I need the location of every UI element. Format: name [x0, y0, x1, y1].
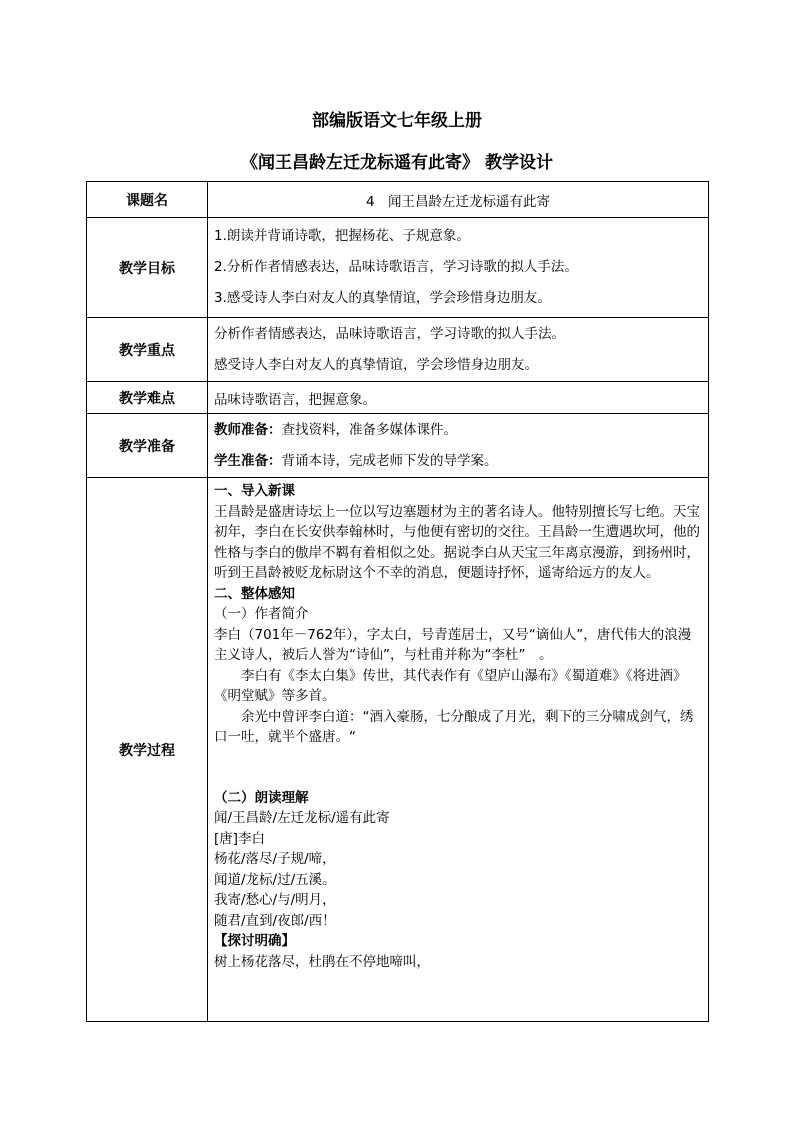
goals-content: [208, 218, 709, 318]
document-subtitle: 《闻王昌龄左迁龙标遥有此寄》 教学设计: [241, 153, 553, 173]
prep-content: [208, 414, 709, 478]
goal-item: 2.分析作者情感表达，品味诗歌语言，学习诗歌的拟人手法。: [214, 259, 578, 275]
discuss-text: 树上杨花落尽，杜鹃在不停地啼叫，: [214, 953, 430, 970]
intro-heading: 一、导入新课: [214, 483, 295, 499]
prep-label: 教学准备: [87, 414, 208, 478]
goal-item: 3.感受诗人李白对友人的真挚情谊，学会珍惜身边朋友。: [214, 290, 551, 306]
poem-line: 杨花/落尽/子规/啼，: [214, 851, 336, 867]
poem-line: 我寄/愁心/与/明月，: [214, 892, 336, 908]
process-label: 教学过程: [87, 478, 208, 1022]
difficulty-label: 教学难点: [87, 382, 208, 414]
works-paragraph: 李白有《李太白集》传世，其代表作有《望庐山瀑布》《蜀道难》《将进酒》《明堂赋》等多首。: [214, 667, 687, 704]
discuss-heading: 【探讨明确】: [214, 933, 295, 949]
quote-paragraph: 余光中曾评李白道：“酒入豪肠，七分酿成了月光，剩下的三分啸成剑气，绣口一吐，就半个盛唐。“: [214, 708, 694, 745]
student-prep-label: 学生准备：: [214, 452, 282, 469]
topic-label: 课题名: [87, 182, 208, 218]
goals-row: [87, 218, 709, 318]
student-prep-value: 背诵本诗，完成老师下发的导学案。: [281, 452, 498, 469]
poem-line: 随君/直到/夜郎/西！: [214, 912, 336, 929]
focus-item: 分析作者情感表达，品味诗歌语言，学习诗歌的拟人手法。: [214, 325, 565, 342]
focus-label: 教学重点: [87, 318, 208, 382]
teacher-prep-value: 查找资料，准备多媒体课件。: [281, 421, 457, 438]
prep-row: [87, 414, 709, 478]
teacher-prep-label: 教师准备：: [214, 421, 282, 438]
difficulty-row: [87, 382, 709, 414]
topic-value: 4 闻王昌龄左迁龙标遥有此寄: [208, 182, 709, 218]
student-prep: [214, 446, 702, 477]
goal-item: 1.朗读并背诵诗歌，把握杨花、子规意象。: [214, 228, 470, 244]
lesson-plan-table: [86, 181, 709, 1022]
focus-row: [87, 318, 709, 382]
overview-heading: 二、整体感知: [214, 585, 295, 602]
document-title: 部编版语文七年级上册: [312, 111, 482, 131]
poem-line: 闻/王昌龄/左迁龙标/遥有此寄: [214, 810, 390, 826]
reading-heading: （二）朗读理解: [214, 789, 309, 806]
intro-paragraph: 王昌龄是盛唐诗坛上一位以写边塞题材为主的著名诗人。他特别擅长写七绝。天宝初年，李白在长安供奉翰林时，与他便有密切的交往。王昌龄一生遭遇坎坷，他的性格与李白的傲岸不羁有着相似之处。据说李白从天宝三年离京漫游，到扬州时，听到王昌龄被贬龙标尉这个不幸的消息，便题诗抒怀，遥寄给远方的友人。: [214, 503, 700, 581]
author-paragraph: 李白（701年－762年），字太白，号青莲居士，又号“谪仙人”，唐代伟大的浪漫主义诗人，被后人誉为“诗仙”，与杜甫并称为“李杜” 。: [214, 626, 692, 663]
process-row: [87, 478, 709, 1022]
goals-label: 教学目标: [87, 218, 208, 318]
difficulty-value: 品味诗歌语言，把握意象。: [208, 382, 709, 414]
spacer: [214, 748, 703, 788]
focus-item: 感受诗人李白对友人的真挚情谊，学会珍惜身边朋友。: [214, 356, 538, 373]
topic-row: [87, 182, 709, 218]
poem-line: [唐]李白: [214, 830, 266, 847]
focus-content: [208, 318, 709, 382]
teacher-prep: [214, 415, 702, 446]
author-heading: （一）作者简介: [214, 606, 309, 622]
poem-line: 闻道/龙标/过/五溪。: [214, 871, 336, 888]
process-content: [208, 478, 709, 1022]
